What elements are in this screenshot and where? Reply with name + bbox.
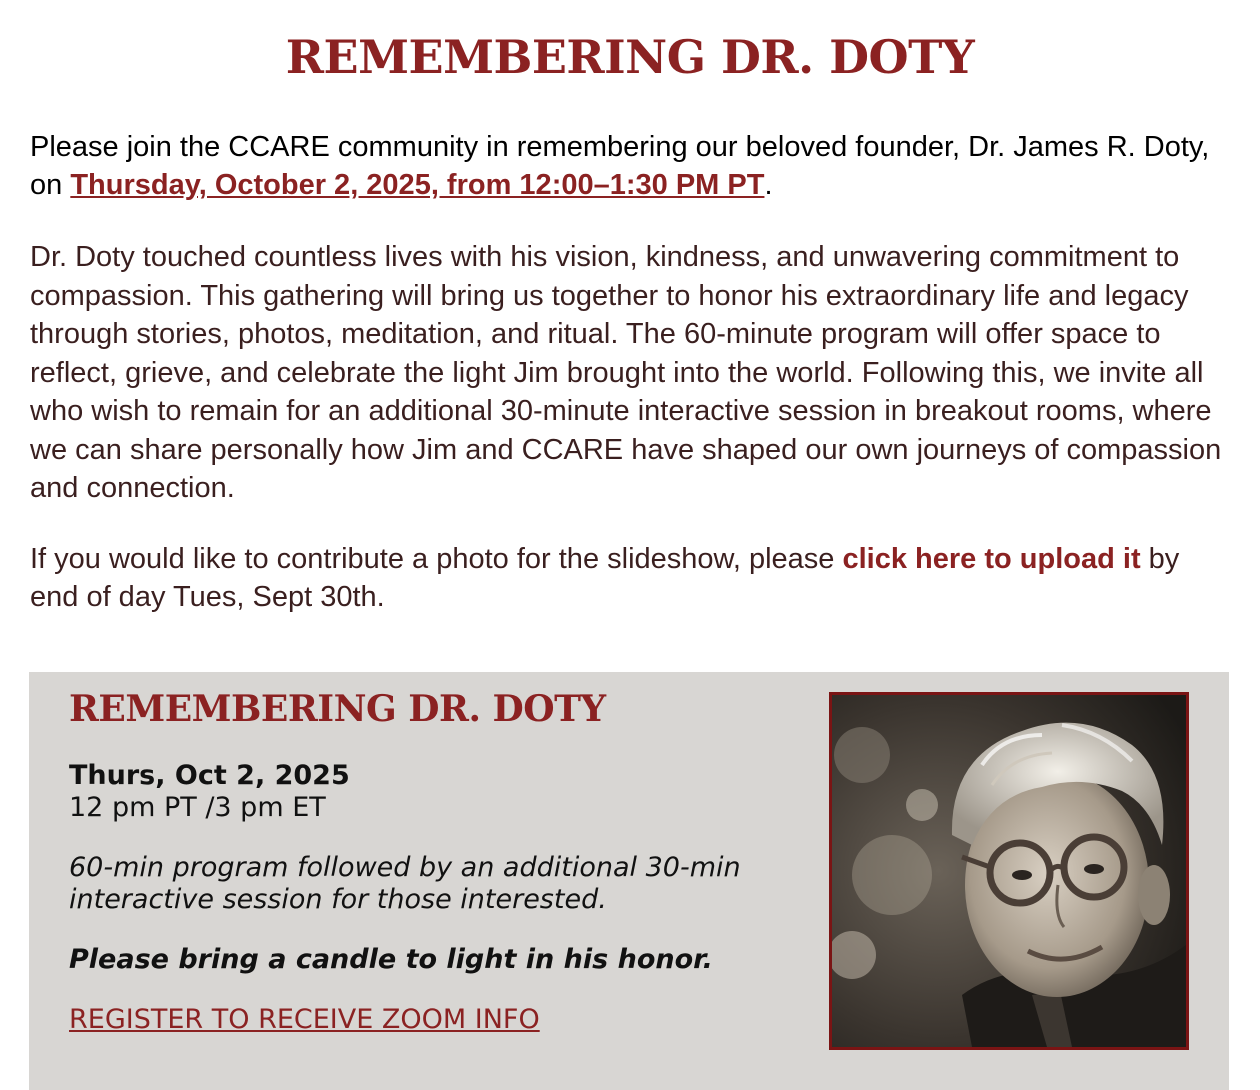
portrait-photo: [829, 692, 1189, 1050]
intro-text: Please join the CCARE community in remembering our beloved founder, Dr. James R. Doty, on: [30, 131, 1210, 201]
event-description: 60-min program followed by an additional 30-min interactive session for those interested.: [69, 852, 741, 915]
upload-text: If you would like to contribute a photo for the slideshow, please: [30, 543, 843, 575]
description-paragraph: Dr. Doty touched countless lives with his vision, kindness, and unwavering commitment to compassion. This gathering will bring us together to honor his extraordinary life and legacy through stories, photos, meditation, and ritual. The 60-minute program will offer space to reflect, grieve, and celebrate the light Jim brought into the world. Following this, we invite all who wish to remain for an additional 30-minute interactive session in breakout rooms, where we can share personally how Jim and CCARE have shaped our own journeys of compassion and connection.: [30, 241, 1222, 504]
candle-note: Please bring a candle to light in his honor.: [69, 944, 713, 975]
portrait-image: [832, 695, 1186, 1047]
intro-paragraph: [30, 128, 1230, 204]
event-card: [29, 672, 1229, 1090]
upload-photo-link[interactable]: click here to upload it: [842, 543, 1141, 575]
upload-deadline-text: by end of day Tues, Sept 30th.: [30, 543, 1180, 613]
event-card-title: REMEMBERING DR. DOTY: [69, 688, 606, 730]
upload-paragraph: [30, 540, 1235, 616]
event-date: Thurs, Oct 2, 2025: [69, 760, 350, 791]
event-time: 12 pm PT /3 pm ET: [69, 792, 326, 823]
intro-text-end: .: [764, 169, 773, 201]
register-zoom-link[interactable]: REGISTER TO RECEIVE ZOOM INFO: [69, 1004, 540, 1035]
page-title: REMEMBERING DR. DOTY: [285, 30, 975, 84]
event-date-link[interactable]: Thursday, October 2, 2025, from 12:00–1:30 PM PT: [70, 169, 765, 201]
